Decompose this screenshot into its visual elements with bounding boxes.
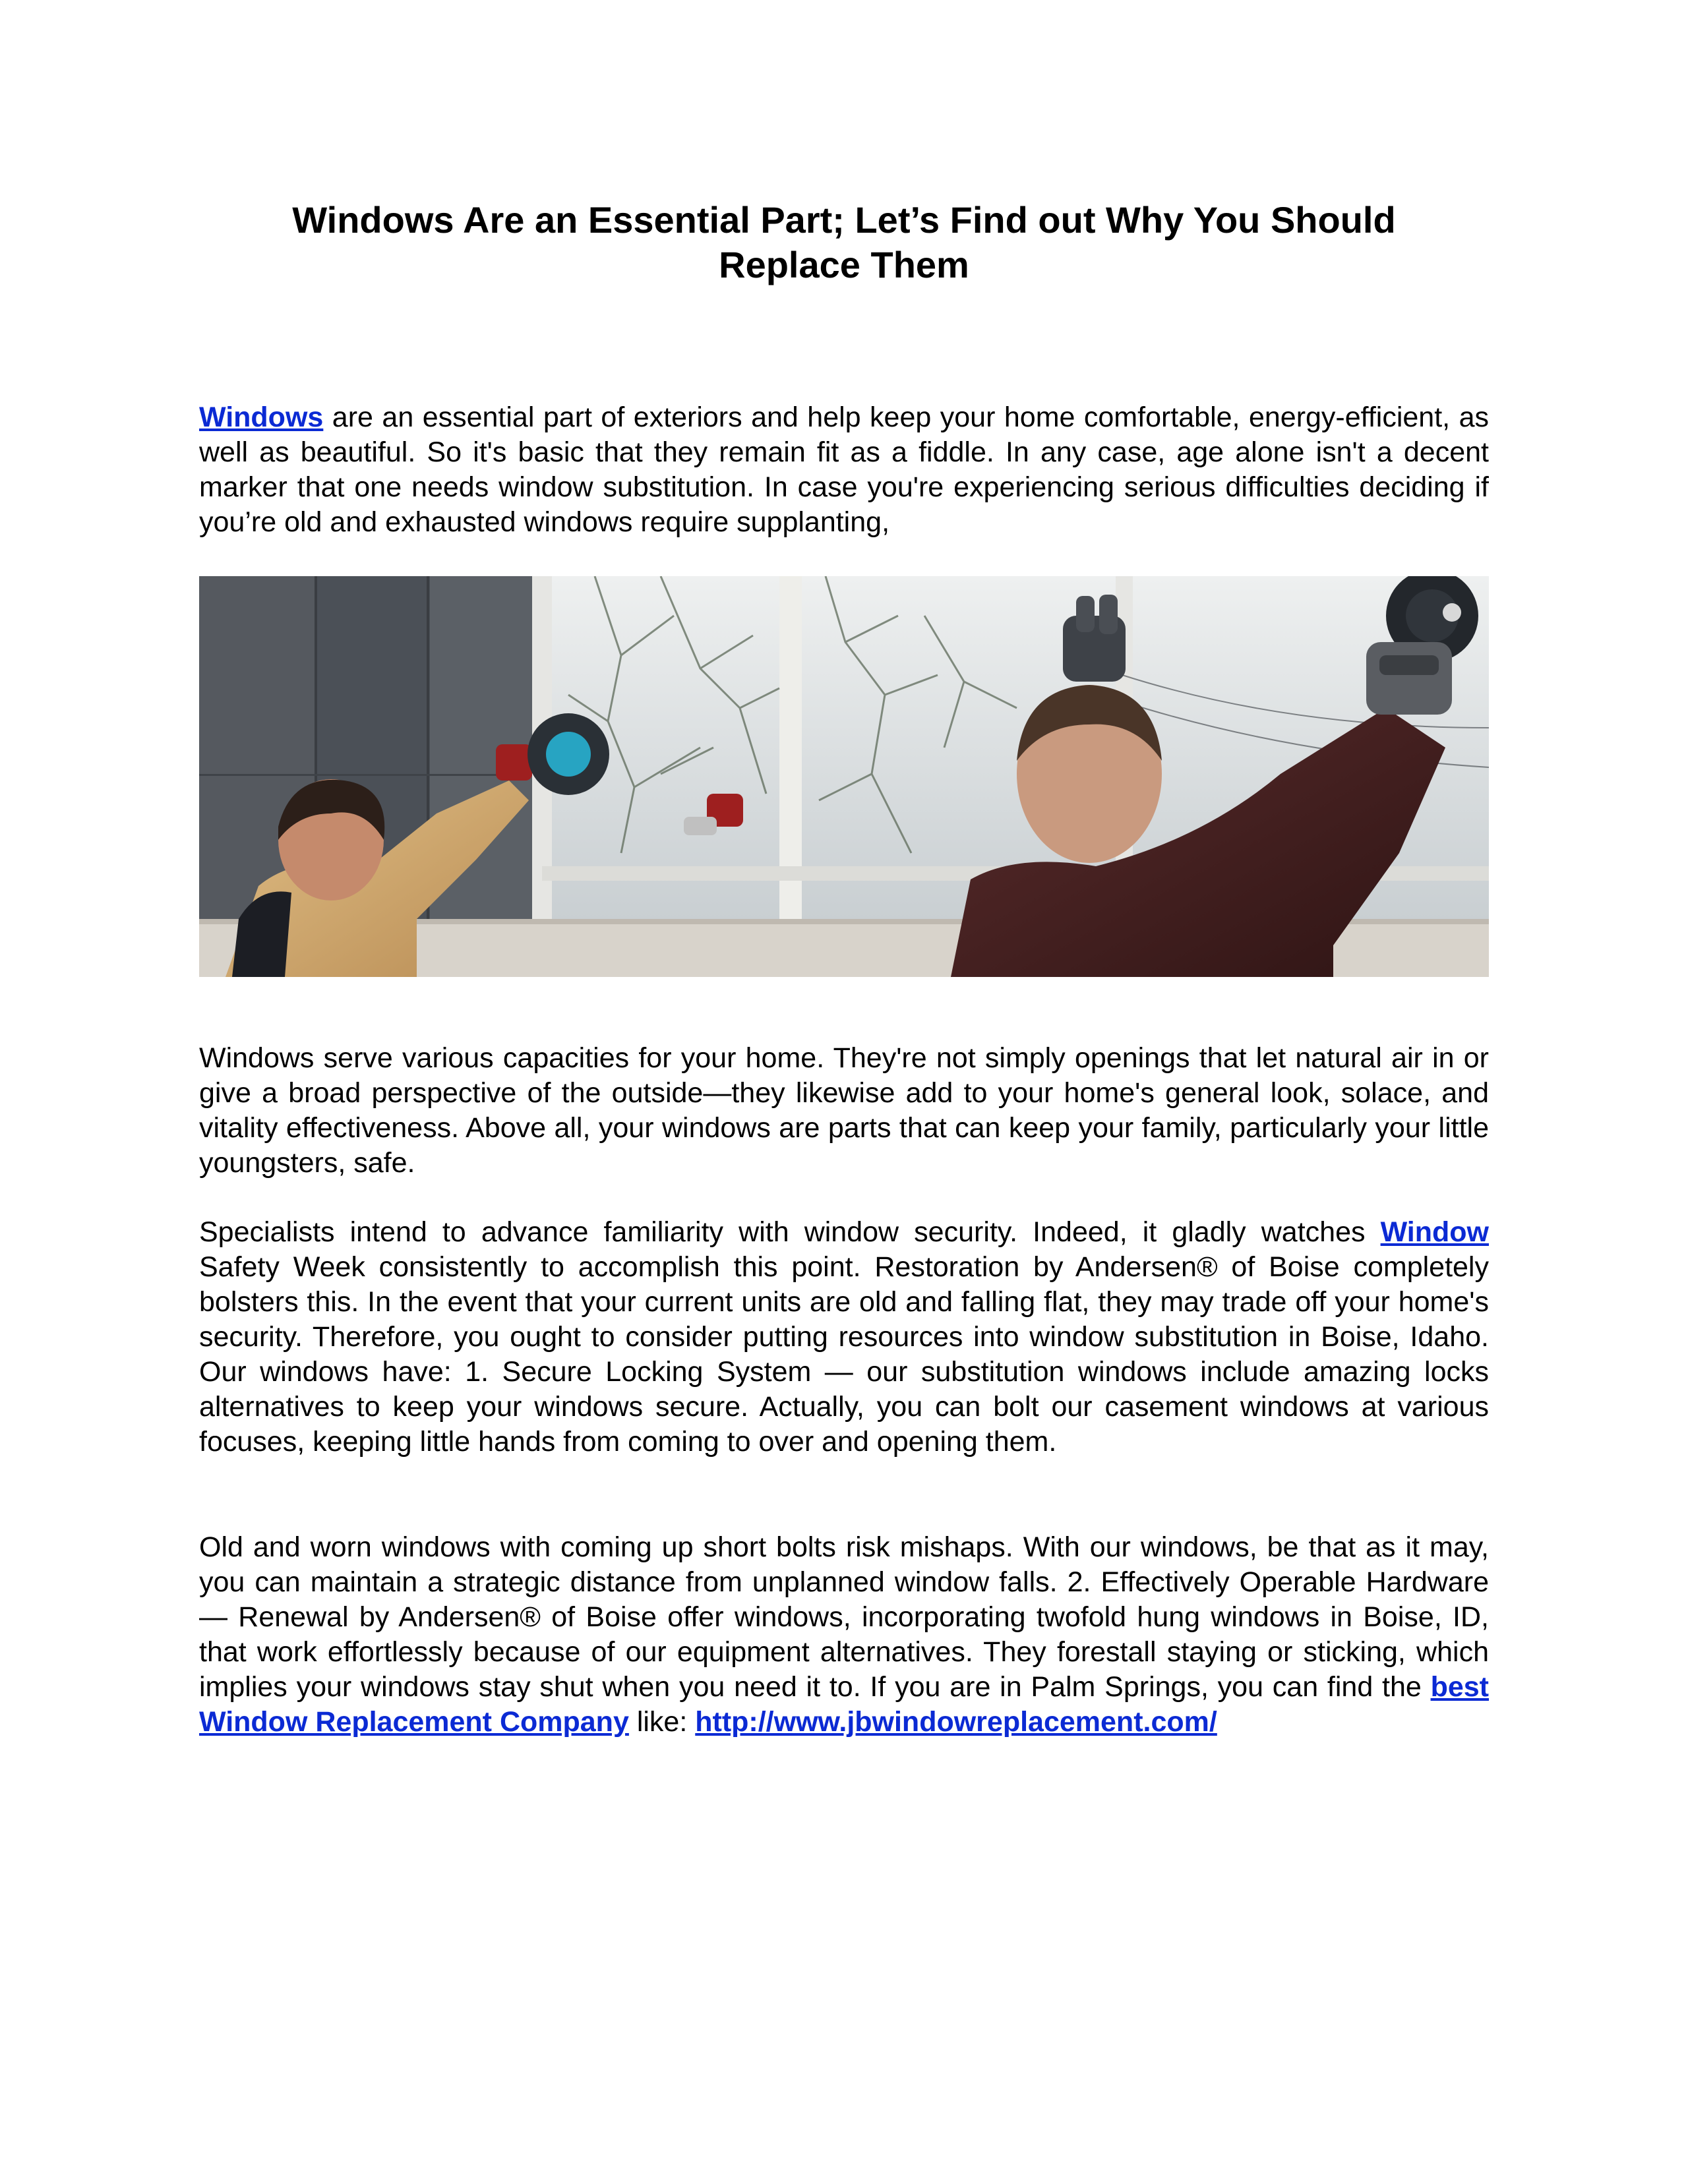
- intro-paragraph: [199, 400, 1489, 540]
- page-title-line-2: Replace Them: [719, 244, 969, 285]
- hardware-paragraph-block: [199, 1530, 1489, 1740]
- capacities-paragraph: Windows serve various capacities for your home. They're not simply openings that let natural air in or give a broad perspective of the outside—they likewise add to your home's general look, solace, and vitality effectiveness. Above all, your windows are parts that can keep your family, particularly your little youngsters, safe.: [199, 1042, 1489, 1179]
- intro-paragraph-block: [199, 400, 1489, 540]
- page-title-line-1: Windows Are an Essential Part; Let’s Find out Why You Should: [292, 199, 1396, 241]
- intro-paragraph-text: are an essential part of exteriors and help keep your home comfortable, energy-efficient, as well as beautiful. So it's basic that they remain fit as a fiddle. In any case, age alone isn't a decent marker that one needs window substitution. In case you're experiencing serious difficulties deciding if you’re old and exhausted windows require supplanting,: [199, 401, 1489, 538]
- safety-paragraph: [199, 1215, 1489, 1460]
- best-window-replacement-link[interactable]: best Window Replacement Company: [199, 1671, 1489, 1738]
- safety-paragraph-text-after: Safety Week consistently to accomplish this point. Restoration by Andersen® of Boise completely bolsters this. In the event that your current units are old and falling flat, they may trade off your home's security. Therefore, you ought to consider putting resources into window substitution in Boise, Idaho. Our windows have: 1. Secure Locking System — our substitution windows include amazing locks alternatives to keep your windows secure. Actually, you can bolt our casement windows at various focuses, keeping little hands from coming to over and opening them.: [199, 1251, 1489, 1458]
- capacities-paragraph-block: [199, 1041, 1489, 1181]
- hardware-paragraph: [199, 1530, 1489, 1740]
- jbwindowreplacement-url-link[interactable]: http://www.jbwindowreplacement.com/: [695, 1706, 1217, 1738]
- window-link[interactable]: Window: [1380, 1216, 1489, 1248]
- page-title: [198, 198, 1490, 287]
- hardware-paragraph-text-before: Old and worn windows with coming up short bolts risk mishaps. With our windows, be that as it may, you can maintain a strategic distance from unplanned window falls. 2. Effectively Operable Hardware — Renewal by Andersen® of Boise offer windows, incorporating twofold hung windows in Boise, ID, that work effortlessly because of our equipment alternatives. They forestall staying or sticking, which implies your windows stay shut when you need it to. If you are in Palm Springs, you can find the: [199, 1531, 1489, 1703]
- safety-paragraph-block: [199, 1215, 1489, 1460]
- windows-link[interactable]: Windows: [199, 401, 324, 433]
- safety-paragraph-text-before: Specialists intend to advance familiarity with window security. Indeed, it gladly watches: [199, 1216, 1381, 1248]
- window-installers-photo: [199, 576, 1489, 977]
- hardware-paragraph-text-middle: like:: [628, 1706, 696, 1738]
